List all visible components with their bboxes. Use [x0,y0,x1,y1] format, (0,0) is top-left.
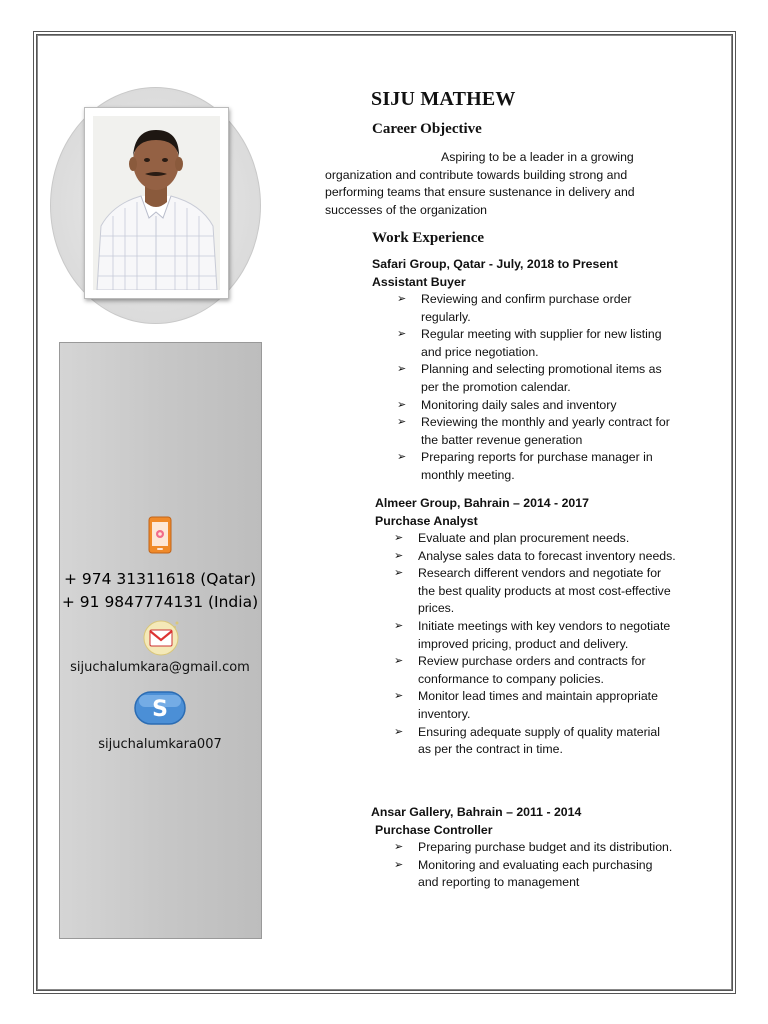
email-address[interactable]: sijuchalumkara@gmail.com [70,660,250,675]
mobile-phone-icon [148,516,172,554]
job-company: Safari Group, Qatar - July, 2018 to Present [372,257,618,271]
skype-icon [132,689,188,727]
gmail-envelope-icon [142,617,182,657]
arrowhead-bullet-icon: ➢ [397,451,407,464]
job-role: Purchase Analyst [375,514,478,528]
arrowhead-bullet-icon: ➢ [394,549,404,562]
list-item: ➢ Analyse sales data to forecast inventory needs. [394,548,676,566]
arrowhead-bullet-icon: ➢ [394,532,404,544]
arrowhead-bullet-icon: ➢ [397,293,407,305]
profile-photo-frame [84,107,229,299]
arrowhead-bullet-icon: ➢ [394,858,404,871]
objective-heading: Career Objective [372,121,482,137]
job-duties-list [397,291,679,485]
arrowhead-bullet-icon: ➢ [394,619,404,632]
list-item: ➢ Preparing reports for purchase manager in monthly meeting. [397,450,653,482]
arrowhead-bullet-icon: ➢ [397,328,407,341]
objective-text: Aspiring to be a leader in a growing organization and contribute towards building strong and performing teams that ensure sustenance in delivery and successes of the organization [325,150,635,217]
arrowhead-bullet-icon: ➢ [394,567,404,580]
list-item: ➢ Planning and selecting promotional items as per the promotion calendar. [397,362,662,394]
job-duties-list [394,530,676,759]
arrowhead-bullet-icon: ➢ [394,725,404,738]
list-item: ➢ Reviewing and confirm purchase order regularly. [397,292,632,324]
objective-paragraph [325,149,665,219]
list-item: ➢ Ensuring adequate supply of quality material as per the contract in time. [394,724,660,757]
profile-photo [93,116,220,290]
list-item: ➢ Initiate meetings with key vendors to negotiate improved pricing, product and delivery. [394,618,671,651]
list-item: ➢ Regular meeting with supplier for new listing and price negotiation. [397,327,662,359]
person-portrait-icon [93,116,220,290]
job-role: Purchase Controller [375,823,493,837]
resume-name: SIJU MATHEW [371,88,516,110]
list-item: ➢ Monitoring daily sales and inventory [397,397,679,415]
arrowhead-bullet-icon: ➢ [394,841,404,853]
job-duties-list [394,839,676,892]
phone-india: + 91 9847774131 (India) [61,593,259,611]
list-item: ➢ Review purchase orders and contracts for conformance to company policies. [394,654,646,686]
job-role: Assistant Buyer [372,275,466,289]
svg-text:S: S [152,697,168,722]
list-item: ➢ Research different vendors and negotiate for the best quality products at most cost-effective prices. [394,566,671,616]
job-company: Ansar Gallery, Bahrain – 2011 - 2014 [371,805,582,819]
skype-id: sijuchalumkara007 [98,737,222,752]
arrowhead-bullet-icon: ➢ [397,363,407,376]
list-item: ➢ Monitoring and evaluating each purchasing and reporting to management [394,857,653,890]
experience-heading: Work Experience [372,230,485,246]
list-item: ➢ Preparing purchase budget and its distribution. [394,839,676,857]
arrowhead-bullet-icon: ➢ [397,398,407,411]
job-company: Almeer Group, Bahrain – 2014 - 2017 [375,496,589,510]
phone-qatar: + 974 31311618 (Qatar) [64,570,256,588]
arrowhead-bullet-icon: ➢ [394,655,404,668]
list-item: ➢ Evaluate and plan procurement needs. [394,530,676,548]
arrowhead-bullet-icon: ➢ [394,690,404,703]
list-item: ➢ Monitor lead times and maintain appropriate inventory. [394,689,658,721]
arrowhead-bullet-icon: ➢ [397,416,407,429]
list-item: ➢ Reviewing the monthly and yearly contract for the batter revenue generation [397,415,670,447]
